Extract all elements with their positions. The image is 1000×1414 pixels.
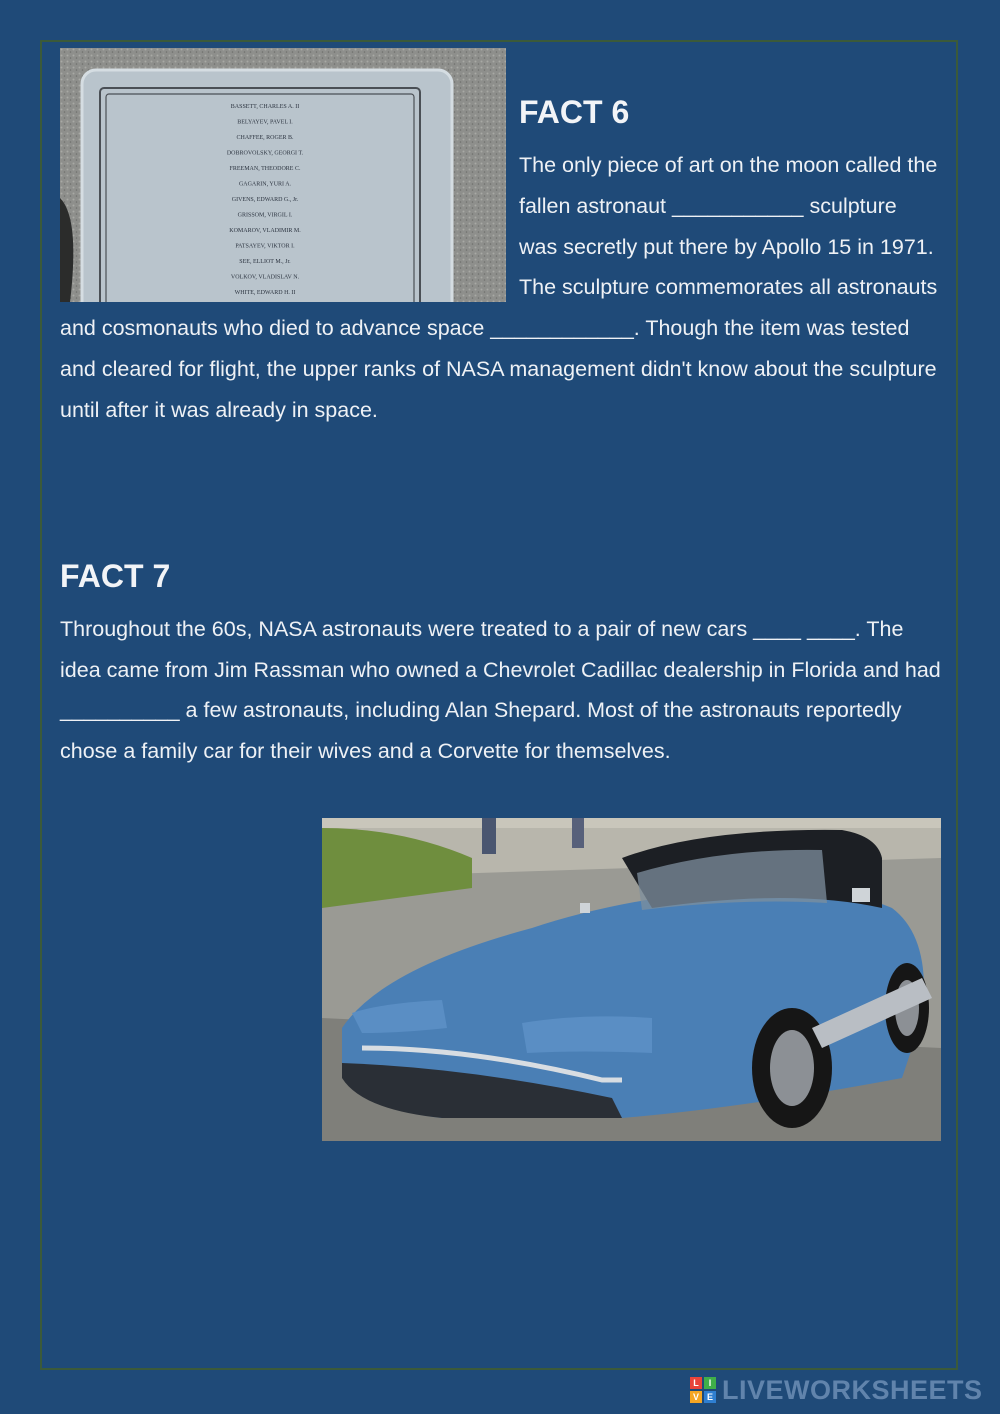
liveworksheets-watermark [690, 1374, 983, 1406]
fact-7-heading: FACT 7 [60, 558, 171, 594]
plaque-name: DOBROVOLSKY, GEORGI T. [226, 150, 304, 157]
plaque-name: PATSAYEV, VIKTOR I. [235, 243, 295, 250]
plaque-name: GAGARIN, YURI A. [238, 181, 292, 188]
plaque-name: GRISSOM, VIRGIL I. [237, 212, 293, 219]
image-wrap-spacer [60, 48, 506, 302]
logo-letter: I [704, 1377, 716, 1389]
fact-6-paragraph [60, 145, 940, 431]
plaque-name: KOMAROV, VLADIMIR M. [229, 228, 301, 234]
plaque-name: BASSETT, CHARLES A. II [230, 104, 300, 110]
plaque-name: GIVENS, EDWARD G., Jr. [231, 197, 299, 203]
plaque-name: WHITE, EDWARD H. II [234, 290, 296, 296]
fact-6-heading: FACT 6 [519, 94, 630, 130]
logo-letter: E [704, 1391, 716, 1403]
watermark-text: LIVEWORKSHEETS [722, 1374, 983, 1405]
plaque-name: SEE, ELLIOT M., Jr. [239, 259, 291, 265]
liveworksheets-logo-icon [690, 1377, 716, 1403]
plaque-name: VOLKOV, VLADISLAV N. [230, 274, 300, 281]
plaque-name: FREEMAN, THEODORE C. [229, 166, 301, 172]
plaque-name: BELYAYEV, PAVEL I. [237, 119, 293, 126]
fact-7-paragraph: Throughout the 60s, NASA astronauts were treated to a pair of new cars ____ ____. The idea came from Jim Rassman who owned a Chevrolet Cadillac dealership in Florida and had __________ a few astronauts, including Alan Shepard. Most of the astronauts reportedly chose a family car for their wives and a Corvette for themselves. [60, 617, 941, 763]
corvette-image [322, 818, 941, 1141]
logo-letter: V [690, 1391, 702, 1403]
fact-6-text: The only piece of art on the moon called the fallen astronaut ___________ sculpture was secretly put there by Apollo 15 in 1971. The sculpture commemorates all astronauts and cosmonauts who died to advance space ____________. Though the item was tested and cleared for flight, the upper ranks of NASA management didn't know about the sculpture until after it was already in space. [60, 153, 938, 422]
plaque-name: CHAFFEE, ROGER B. [236, 135, 294, 141]
logo-letter: L [690, 1377, 702, 1389]
